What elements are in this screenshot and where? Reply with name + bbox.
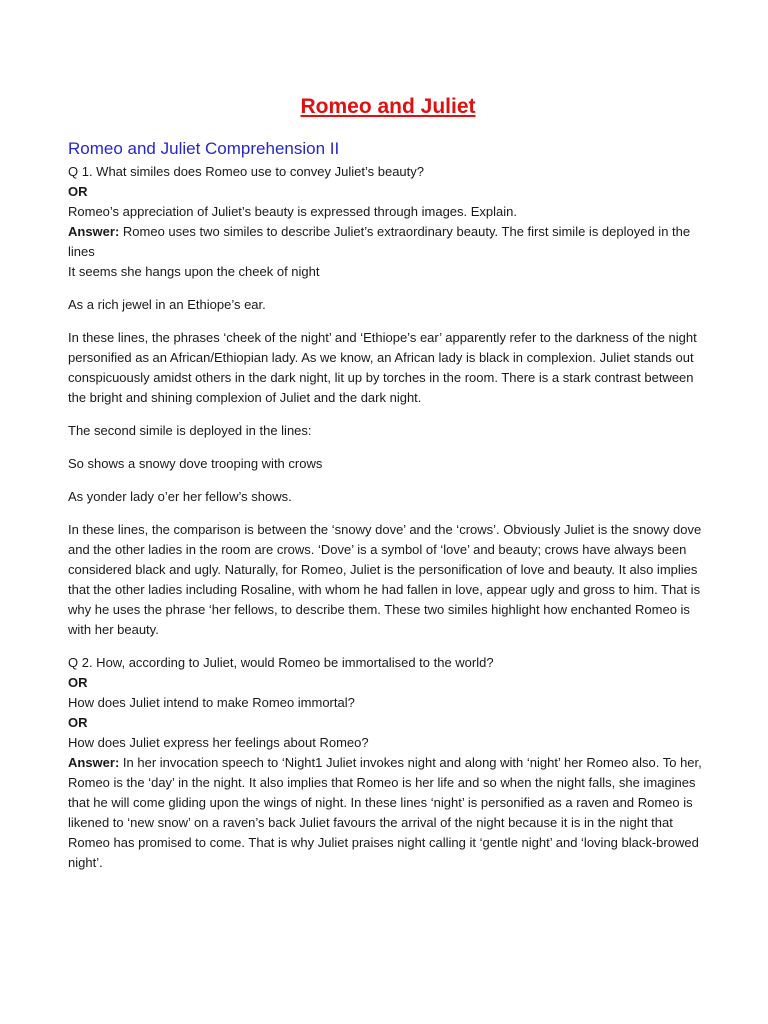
- answer-label: Answer:: [68, 755, 120, 770]
- question-1: Q 1. What similes does Romeo use to convey Juliet’s beauty?: [68, 164, 424, 179]
- section-subheading: Romeo and Juliet Comprehension II: [68, 139, 340, 158]
- question-1-alternate: Romeo’s appreciation of Juliet’s beauty is expressed through images. Explain.: [68, 204, 517, 219]
- quote-line: As a rich jewel in an Ethiope’s ear.: [68, 297, 266, 312]
- or-separator: OR: [68, 715, 88, 730]
- quote-line: It seems she hangs upon the cheek of night: [68, 264, 320, 279]
- question-2-alternate: How does Juliet intend to make Romeo immortal?: [68, 695, 355, 710]
- question-2-block: [68, 653, 708, 873]
- answer-2-text: In her invocation speech to ‘Night1 Juliet invokes night and along with ‘night’ her Romeo also. To her, Romeo is the ‘day’ in the night. It also implies that Romeo is her life and so when the night falls, she imagines that he will come gliding upon the wings of night. In these lines ‘night’ is personified as a raven and Romeo is likened to ‘new snow’ on a raven’s back Juliet favours the arrival of the night because it is in the night that Romeo has promised to come. That is why Juliet praises night calling it ‘gentle night’ and ‘loving black-browed night’.: [68, 755, 702, 870]
- question-2-alternate: How does Juliet express her feelings about Romeo?: [68, 735, 369, 750]
- or-separator: OR: [68, 675, 88, 690]
- answer-1-paragraph: In these lines, the comparison is between the ‘snowy dove’ and the ‘crows’. Obviously Juliet is the snowy dove and the other ladies in the room are crows. ‘Dove’ is a symbol of ‘love’ and beauty; crows have always been considered black and ugly. Naturally, for Romeo, Juliet is the personification of love and beauty. It also implies that the other ladies including Rosaline, with whom he had fallen in love, appear ugly and gross to him. That is why he uses the phrase ‘her fellows, to describe them. These two similes highlight how enchanted Romeo is with her beauty.: [68, 522, 702, 637]
- question-2: Q 2. How, according to Juliet, would Romeo be immortalised to the world?: [68, 655, 494, 670]
- answer-1-paragraph: In these lines, the phrases ‘cheek of the night’ and ‘Ethiope’s ear’ apparently refer to the darkness of the night personified as an African/Ethiopian lady. As we know, an African lady is black in complexion. Juliet stands out conspicuously amidst others in the dark night, lit up by torches in the room. There is a stark contrast between the bright and shining complexion of Juliet and the dark night.: [68, 330, 697, 405]
- answer-1-text: Romeo uses two similes to describe Juliet’s extraordinary beauty. The first simile is deployed in the lines: [68, 224, 691, 259]
- answer-2: [68, 753, 708, 873]
- or-separator: OR: [68, 184, 88, 199]
- answer-1-second-simile: The second simile is deployed in the lines:: [68, 423, 312, 438]
- quote-line: As yonder lady o’er her fellow’s shows.: [68, 489, 292, 504]
- document-page: [68, 92, 708, 873]
- quote-line: So shows a snowy dove trooping with crows: [68, 456, 323, 471]
- answer-label: Answer:: [68, 224, 120, 239]
- document-title: Romeo and Juliet: [300, 95, 476, 118]
- answer-1: [68, 222, 708, 262]
- question-1-block: [68, 162, 708, 640]
